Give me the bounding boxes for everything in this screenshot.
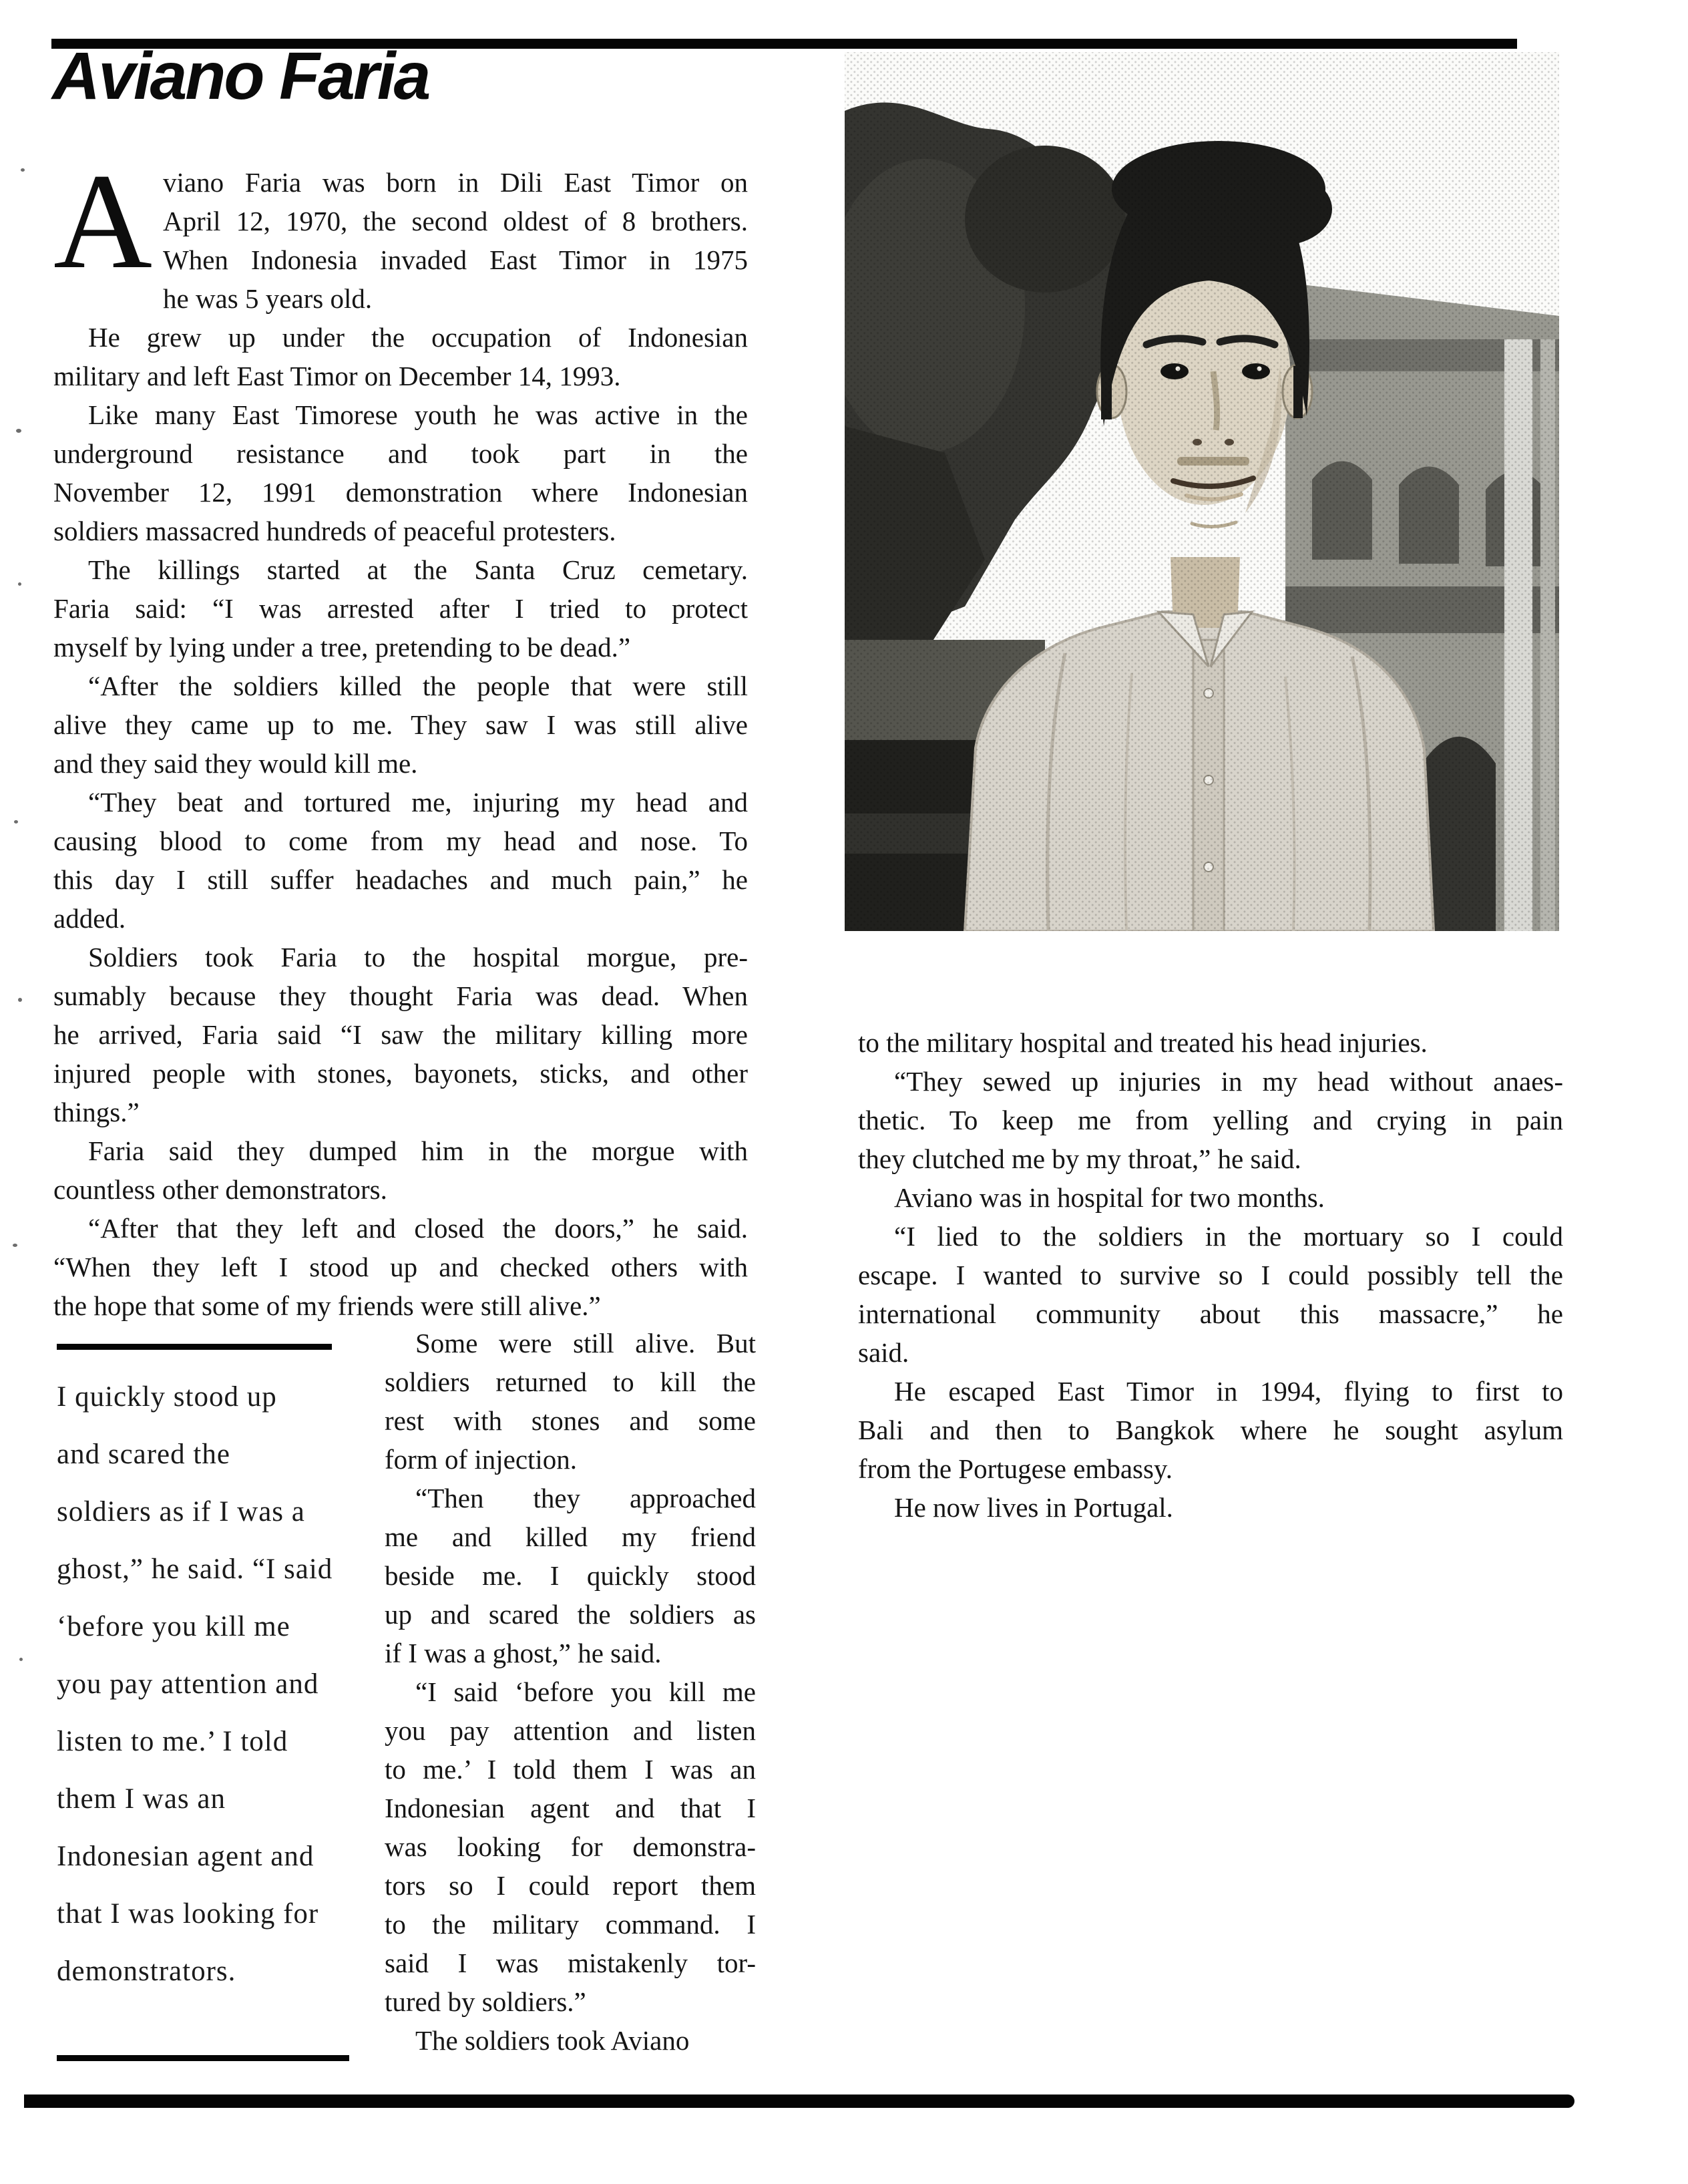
text-line: Soldiers took Faria to the hospital morgue, pre- bbox=[88, 942, 748, 972]
photocopy-speck bbox=[21, 168, 25, 172]
pull-quote-line: I quickly stood up bbox=[57, 1381, 277, 1413]
text-line: “They beat and tortured me, injuring my head and bbox=[88, 787, 748, 817]
bottom-rule bbox=[24, 2095, 1574, 2108]
paragraph bbox=[53, 1131, 748, 1209]
text-line: thetic. To keep me from yelling and crying in pain bbox=[858, 1105, 1563, 1135]
pull-quote-line: and scared the bbox=[57, 1439, 230, 1470]
pull-quote-line: Indonesian agent and bbox=[57, 1841, 314, 1872]
portrait-photo bbox=[845, 52, 1559, 931]
pull-quote-line: listen to me.’ I told bbox=[57, 1726, 288, 1757]
photocopy-speck bbox=[16, 429, 21, 433]
drop-cap: A bbox=[53, 146, 153, 297]
text-line: said. bbox=[858, 1337, 909, 1368]
text-line: you pay attention and listen bbox=[385, 1715, 756, 1746]
text-line: April 12, 1970, the second oldest of 8 brothers. bbox=[163, 206, 748, 236]
text-line: soldiers returned to kill the bbox=[385, 1367, 756, 1397]
text-line: He now lives in Portugal. bbox=[894, 1492, 1173, 1523]
text-line: military and left East Timor on December 14, 1993. bbox=[53, 361, 621, 391]
pull-quote-line: you pay attention and bbox=[57, 1668, 319, 1700]
right-column bbox=[858, 1023, 1563, 1527]
text-line: “After that they left and closed the doors,” he said. bbox=[88, 1213, 748, 1244]
text-line: When Indonesia invaded East Timor in 1975 bbox=[163, 244, 748, 275]
text-line: alive they came up to me. They saw I was still alive bbox=[53, 709, 748, 740]
text-line: this day I still suffer headaches and much pain,” he bbox=[53, 864, 748, 895]
text-line: The killings started at the Santa Cruz cemetary. bbox=[88, 554, 748, 585]
text-line: and they said they would kill me. bbox=[53, 748, 418, 779]
text-line: if I was a ghost,” he said. bbox=[385, 1638, 662, 1668]
text-line: viano Faria was born in Dili East Timor on bbox=[163, 167, 748, 198]
text-line: things.” bbox=[53, 1097, 140, 1127]
text-line: me and killed my friend bbox=[385, 1521, 756, 1552]
text-line: escape. I wanted to survive so I could possibly tell the bbox=[858, 1260, 1563, 1290]
paragraph bbox=[858, 1023, 1563, 1062]
paragraph bbox=[858, 1217, 1563, 1372]
text-line: “I lied to the soldiers in the mortuary so I could bbox=[894, 1221, 1563, 1252]
text-line: Faria said they dumped him in the morgue with bbox=[88, 1135, 748, 1166]
text-line: “I said ‘before you kill me bbox=[415, 1676, 756, 1707]
pull-quote-line: that I was looking for bbox=[57, 1898, 319, 1930]
text-line: from the Portugese embassy. bbox=[858, 1453, 1173, 1484]
pull-quote-line: ‘before you kill me bbox=[57, 1611, 290, 1642]
text-line: He escaped East Timor in 1994, flying to first to bbox=[894, 1376, 1563, 1407]
text-line: to the military command. I bbox=[385, 1909, 756, 1940]
paragraph bbox=[385, 2021, 756, 2060]
text-line: Like many East Timorese youth he was active in the bbox=[88, 399, 748, 430]
text-line: “They sewed up injuries in my head without anaes- bbox=[894, 1066, 1563, 1097]
text-line: international community about this massacre,” he bbox=[858, 1298, 1563, 1329]
pull-quote-top-rule bbox=[57, 1344, 332, 1350]
pull-quote bbox=[57, 1344, 349, 2061]
text-line: November 12, 1991 demonstration where Indonesian bbox=[53, 477, 748, 508]
photocopy-speck bbox=[19, 1658, 23, 1661]
text-line: rest with stones and some bbox=[385, 1405, 756, 1436]
pull-quote-line: ghost,” he said. “I said bbox=[57, 1554, 333, 1585]
text-line: countless other demonstrators. bbox=[53, 1174, 387, 1205]
halftone-overlay bbox=[845, 52, 1559, 931]
text-line: he arrived, Faria said “I saw the military killing more bbox=[53, 1019, 748, 1050]
paragraph bbox=[53, 318, 748, 395]
text-line: Bali and then to Bangkok where he sought asylum bbox=[858, 1415, 1563, 1445]
paragraph bbox=[53, 550, 748, 667]
text-line: “Then they approached bbox=[415, 1483, 756, 1513]
pull-quote-line: soldiers as if I was a bbox=[57, 1496, 305, 1527]
paragraph bbox=[858, 1062, 1563, 1178]
paragraph bbox=[53, 1209, 748, 1325]
text-line: injured people with stones, bayonets, sticks, and other bbox=[53, 1058, 748, 1089]
paragraph bbox=[53, 783, 748, 938]
text-line: tured by soldiers.” bbox=[385, 1986, 586, 2017]
text-line: was looking for demonstra- bbox=[385, 1831, 756, 1862]
text-line: myself by lying under a tree, pretending to be dead.” bbox=[53, 632, 631, 663]
paragraph bbox=[385, 1672, 756, 2021]
text-line: The soldiers took Aviano bbox=[415, 2025, 690, 2056]
pull-quote-line: them I was an bbox=[57, 1783, 226, 1815]
text-line: to the military hospital and treated his head injuries. bbox=[858, 1027, 1428, 1058]
text-line: they clutched me by my throat,” he said. bbox=[858, 1143, 1301, 1174]
paragraph bbox=[858, 1178, 1563, 1217]
text-line: to me.’ I told them I was an bbox=[385, 1754, 756, 1785]
text-line: added. bbox=[53, 903, 126, 934]
left-column bbox=[53, 146, 748, 1325]
text-line: “When they left I stood up and checked others with bbox=[53, 1252, 748, 1282]
text-line: He grew up under the occupation of Indonesian bbox=[88, 322, 748, 353]
paragraph bbox=[385, 1479, 756, 1672]
paragraph bbox=[858, 1488, 1563, 1527]
text-line: “After the soldiers killed the people that were still bbox=[88, 671, 748, 701]
paragraph bbox=[53, 667, 748, 783]
article-headline: Aviano Faria bbox=[52, 39, 429, 114]
text-line: Indonesian agent and that I bbox=[385, 1793, 756, 1823]
text-line: up and scared the soldiers as bbox=[385, 1599, 756, 1630]
paragraph bbox=[858, 1372, 1563, 1488]
pull-quote-line: demonstrators. bbox=[57, 1956, 236, 1987]
photocopy-speck bbox=[14, 820, 18, 824]
photocopy-speck bbox=[13, 1244, 17, 1247]
text-line: sumably because they thought Faria was dead. When bbox=[53, 980, 748, 1011]
text-line: tors so I could report them bbox=[385, 1870, 756, 1901]
pull-quote-bottom-rule bbox=[57, 2055, 349, 2061]
portrait-photo-graphic bbox=[845, 52, 1559, 931]
text-line: causing blood to come from my head and nose. To bbox=[53, 826, 748, 856]
text-line: beside me. I quickly stood bbox=[385, 1560, 756, 1591]
paragraph bbox=[53, 938, 748, 1131]
text-line: he was 5 years old. bbox=[163, 283, 373, 314]
text-line: said I was mistakenly tor- bbox=[385, 1948, 756, 1978]
paragraph bbox=[53, 146, 748, 318]
pull-quote-text bbox=[57, 1369, 349, 2000]
photocopy-speck bbox=[18, 582, 21, 586]
text-line: form of injection. bbox=[385, 1444, 578, 1475]
text-line: soldiers massacred hundreds of peaceful protesters. bbox=[53, 516, 616, 546]
middle-column bbox=[385, 1324, 756, 2060]
text-line: Aviano was in hospital for two months. bbox=[894, 1182, 1325, 1213]
photocopy-speck bbox=[18, 998, 22, 1002]
text-line: underground resistance and took part in the bbox=[53, 438, 748, 469]
paragraph bbox=[385, 1324, 756, 1479]
text-line: the hope that some of my friends were still alive.” bbox=[53, 1290, 601, 1321]
paragraph bbox=[53, 395, 748, 550]
text-line: Faria said: “I was arrested after I tried to protect bbox=[53, 593, 748, 624]
text-line: Some were still alive. But bbox=[415, 1328, 756, 1358]
